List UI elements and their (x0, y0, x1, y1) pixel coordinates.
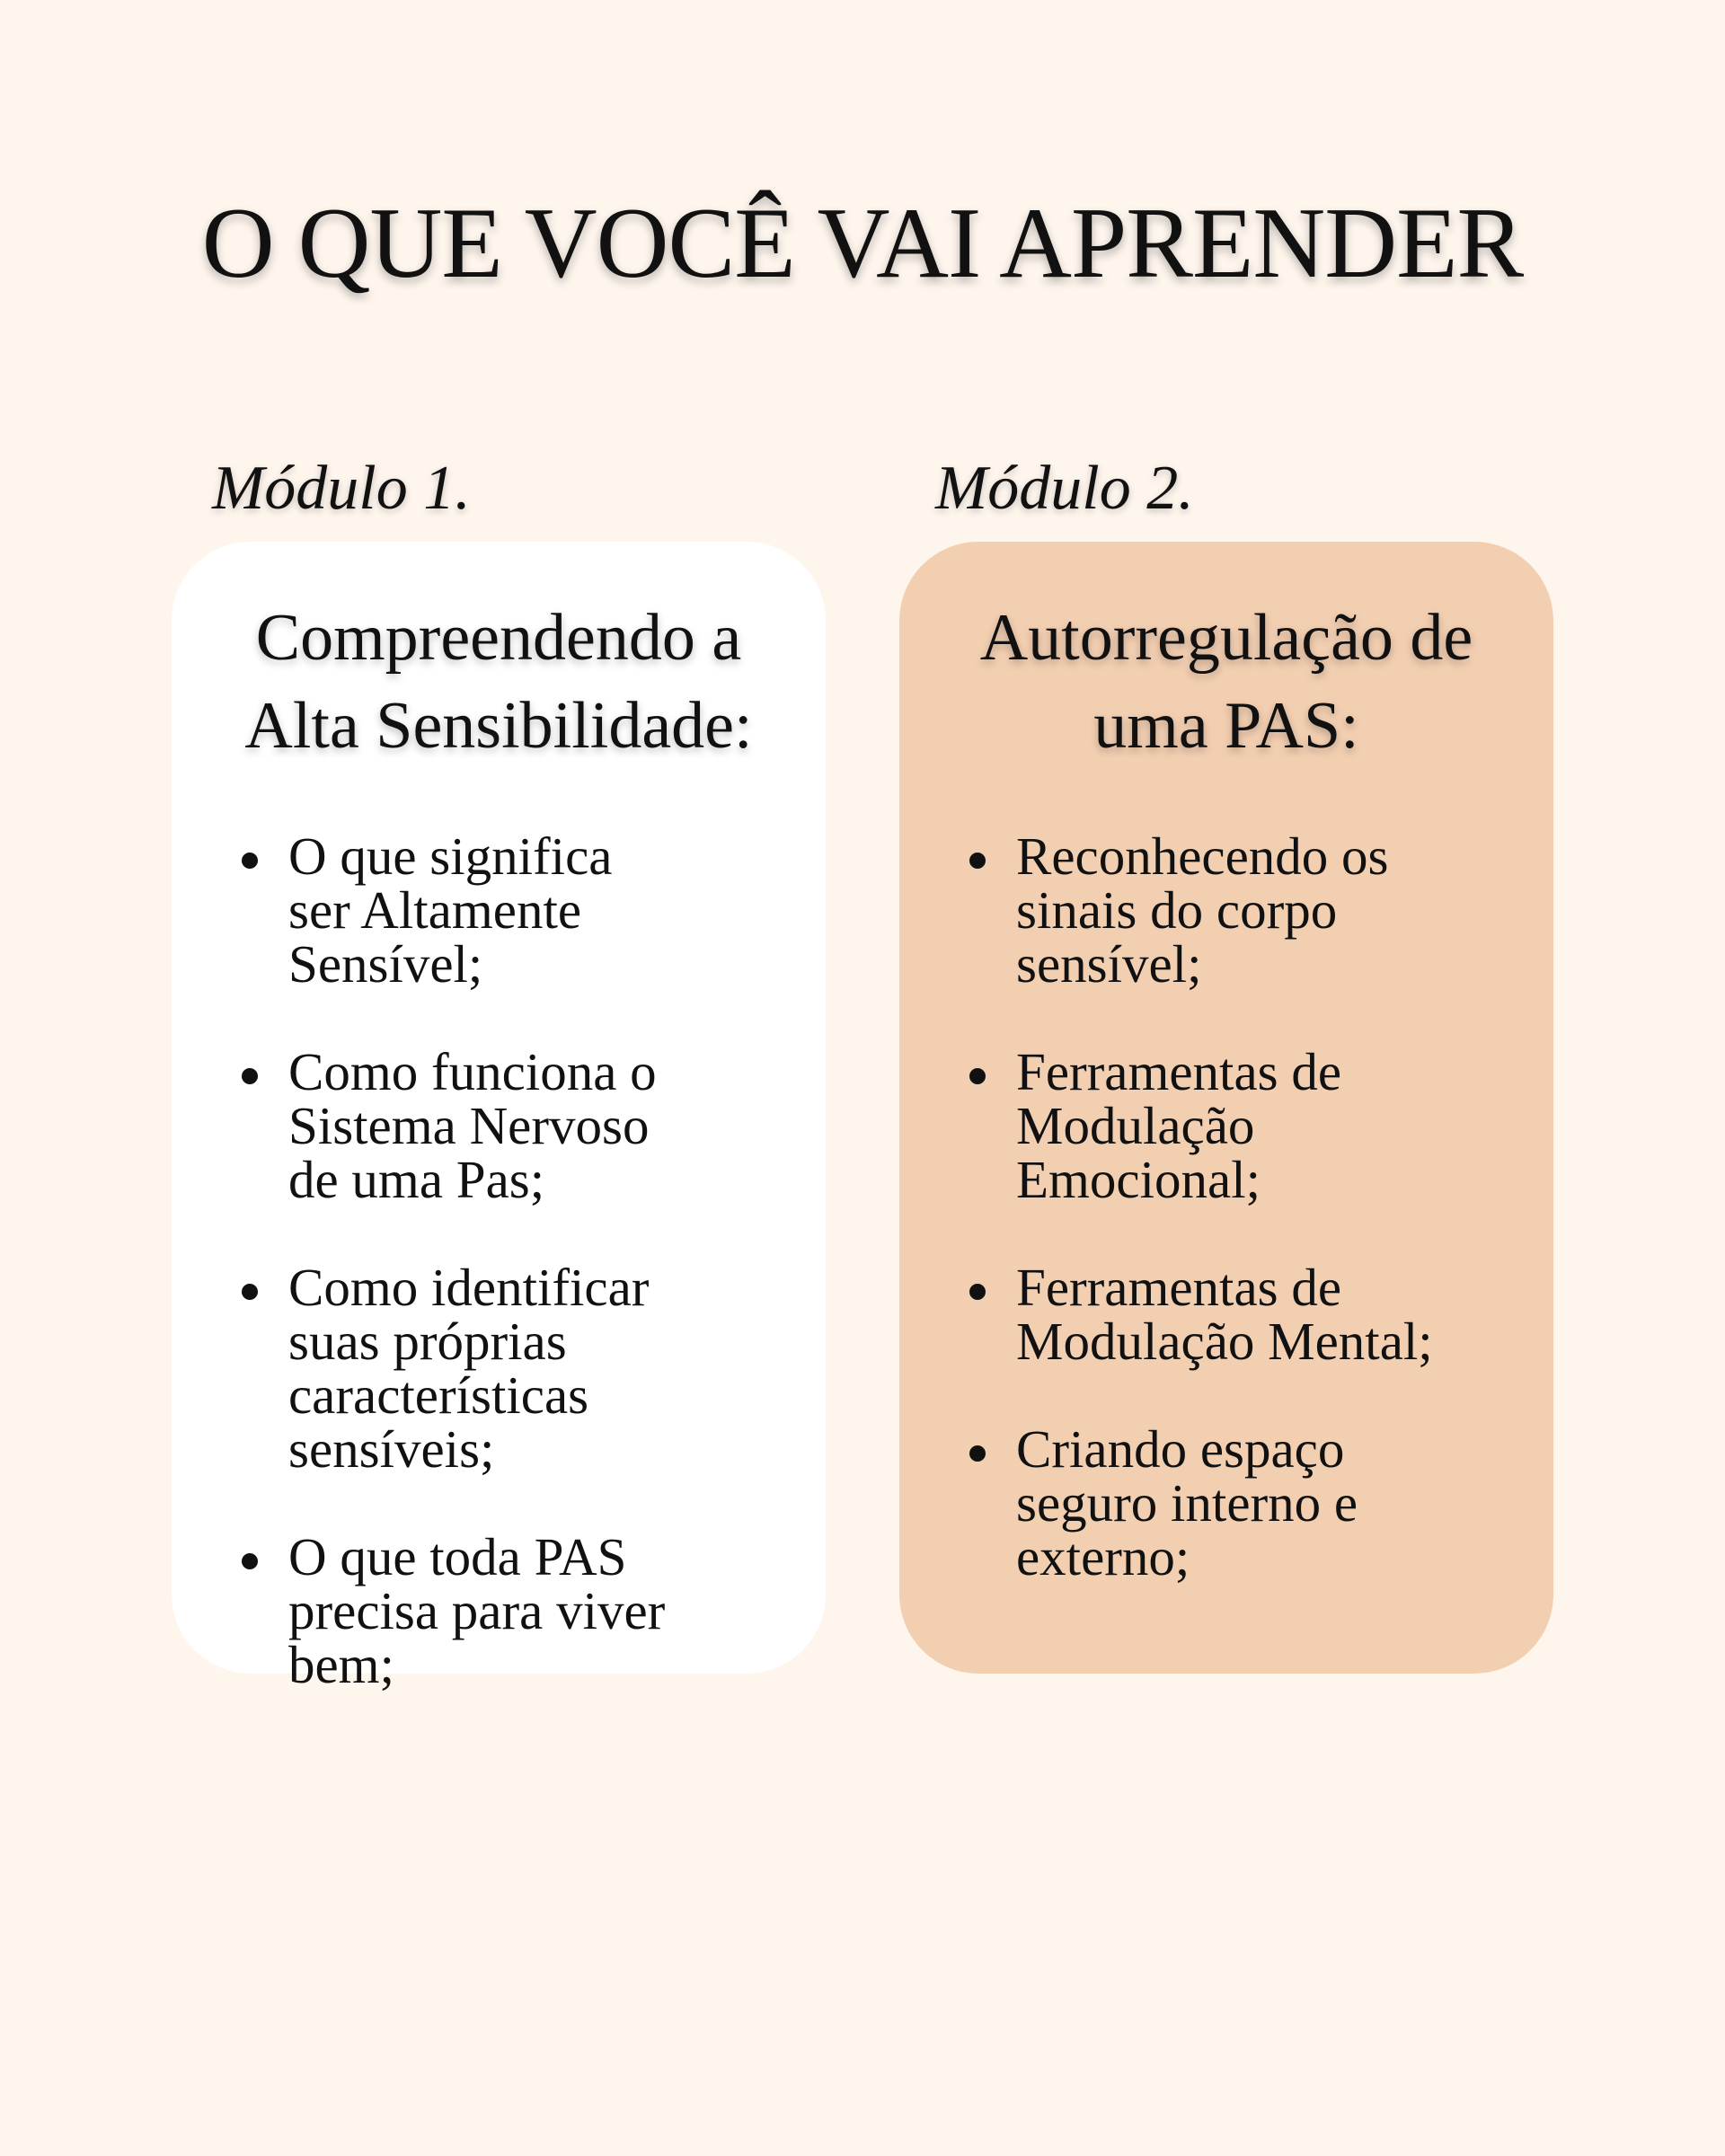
module-1-topic (172, 1258, 741, 1479)
module-2-label: Módulo 2. (935, 454, 1194, 523)
bullet-dot-icon (969, 1284, 986, 1300)
module-1-topic-list (172, 826, 826, 1745)
module-2-card (899, 542, 1553, 1674)
module-1-topic-text: O que toda PAS precisa para viver bem; (288, 1527, 666, 1694)
module-2-topic (899, 1419, 1451, 1586)
module-1-topic (172, 1042, 705, 1209)
module-1-topic-text: Como identificar suas próprias características sensíveis; (288, 1258, 650, 1479)
bullet-dot-icon (242, 1284, 258, 1300)
module-2-topic-text: Ferramentas de Modulação Mental; (1016, 1258, 1433, 1371)
module-1-title-line-2: Alta Sensibilidade: (244, 689, 753, 763)
module-1-topic (172, 826, 678, 994)
module-2-topic (899, 1258, 1505, 1371)
bullet-dot-icon (242, 853, 258, 869)
module-2-topic (899, 826, 1451, 994)
module-1-topic (172, 1527, 723, 1694)
module-1-title (172, 594, 826, 770)
page-title: O QUE VOCÊ VAI APRENDER (201, 188, 1524, 299)
module-1-card (172, 542, 826, 1694)
module-2-title-line-2: uma PAS: (1093, 689, 1359, 763)
module-2-topic-text: Ferramentas de Modulação Emocional; (1016, 1042, 1342, 1209)
module-1-label: Módulo 1. (212, 454, 471, 523)
bullet-dot-icon (242, 1553, 258, 1569)
module-2-topic-list (899, 826, 1553, 1638)
module-2-topic-text: Criando espaço seguro interno e externo; (1016, 1419, 1358, 1586)
module-1-title-line-1: Compreendendo a (255, 601, 742, 675)
bullet-dot-icon (969, 1068, 986, 1084)
module-2-topic-text: Reconhecendo os sinais do corpo sensível; (1016, 826, 1389, 994)
module-2-title (899, 594, 1553, 770)
bullet-dot-icon (969, 1445, 986, 1462)
module-1-topic-text: O que significa ser Altamente Sensível; (288, 826, 613, 994)
module-2-topic (899, 1042, 1406, 1209)
bullet-dot-icon (242, 1068, 258, 1084)
bullet-dot-icon (969, 853, 986, 869)
module-2-title-line-1: Autorregulação de (979, 601, 1473, 675)
module-1-topic-text: Como funciona o Sistema Nervoso de uma Pas; (288, 1042, 657, 1209)
